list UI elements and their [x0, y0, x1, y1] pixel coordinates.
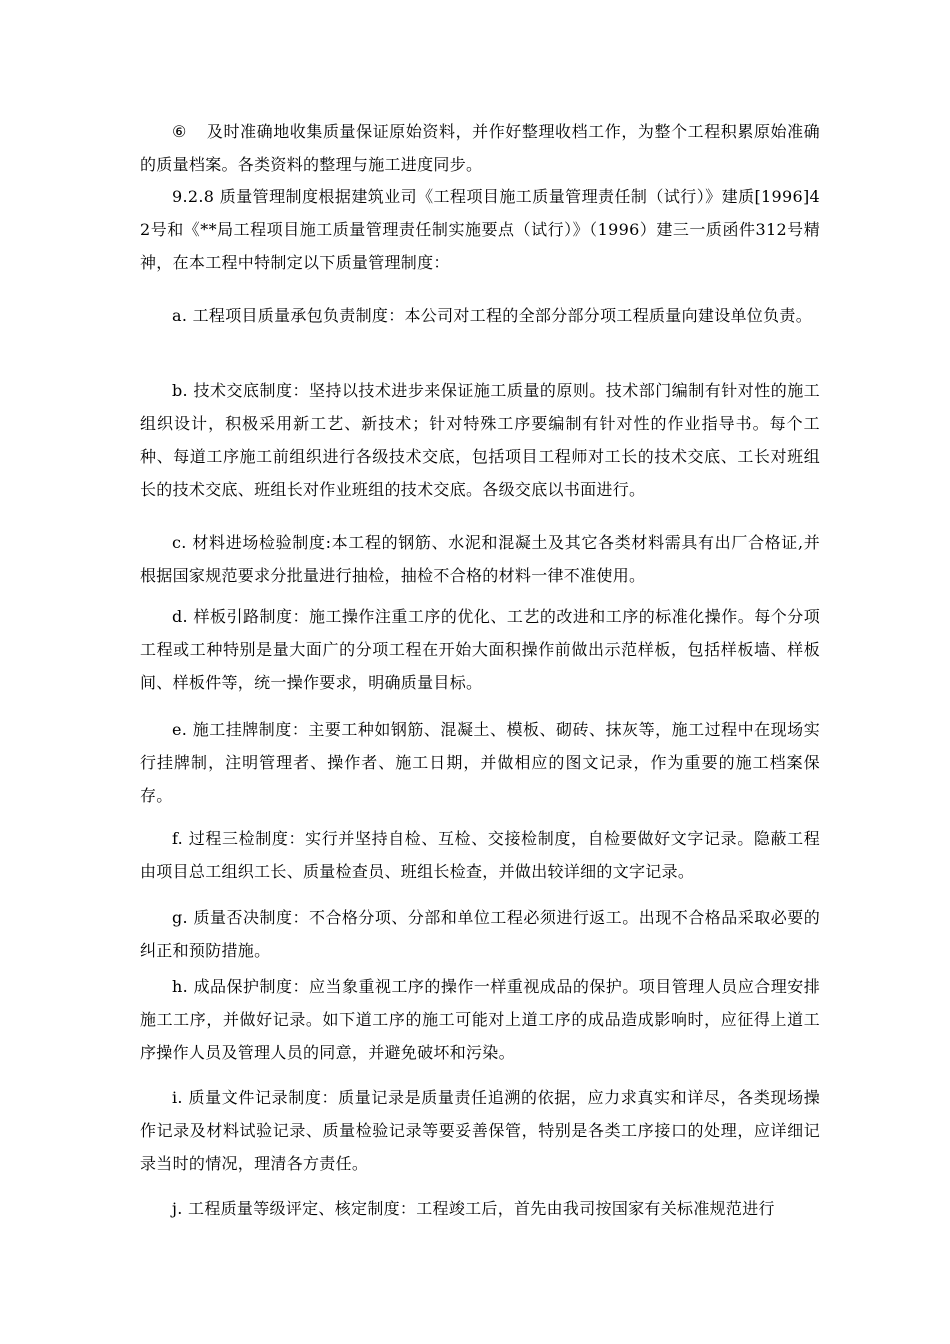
paragraph-text: 及时准确地收集质量保证原始资料，并作好整理收档工作，为整个工程积累原始准确的质量档案。各类资料的整理与施工进度同步。 [140, 122, 820, 174]
paragraph-d: d. 样板引路制度：施工操作注重工序的优化、工艺的改进和工序的标准化操作。每个分项工程或工种特别是量大面广的分项工程在开始大面积操作前做出示范样板，包括样板墙、样板间、样板件等，统一操作要求，明确质量目标。 [140, 607, 820, 692]
paragraph-g: g. 质量否决制度：不合格分项、分部和单位工程必须进行返工。出现不合格品采取必要的纠正和预防措施。 [140, 908, 820, 960]
paragraph-b: b. 技术交底制度：坚持以技术进步来保证施工质量的原则。技术部门编制有针对性的施工组织设计，积极采用新工艺、新技术；针对特殊工序要编制有针对性的作业指导书。每个工种、每道工序施工前组织进行各级技术交底，包括项目工程师对工长的技术交底、工长对班组长的技术交底、班组长对作业班组的技术交底。各级交底以书面进行。 [140, 381, 820, 499]
paragraph-j: j. 工程质量等级评定、核定制度：工程竣工后，首先由我司按国家有关标准规范进行 [172, 1199, 775, 1218]
paragraph-h: h. 成品保护制度：应当象重视工序的操作一样重视成品的保护。项目管理人员应合理安排施工工序，并做好记录。如下道工序的施工可能对上道工序的成品造成影响时，应征得上道工序操作人员及管理人员的同意，并避免破坏和污染。 [140, 977, 820, 1062]
paragraph-c: c. 材料进场检验制度:本工程的钢筋、水泥和混凝土及其它各类材料需具有出厂合格证,并根据国家规范要求分批量进行抽检，抽检不合格的材料一律不准使用。 [140, 533, 820, 585]
paragraph-9-2-8: 9.2.8 质量管理制度根据建筑业司《工程项目施工质量管理责任制（试行）》建质[1996]42号和《**局工程项目施工质量管理责任制实施要点（试行）》（1996）建三一质函件312号精神，在本工程中特制定以下质量管理制度： [140, 187, 820, 272]
paragraph-a: a. 工程项目质量承包负责制度：本公司对工程的全部分部分项工程质量向建设单位负责。 [172, 306, 813, 325]
paragraph-f: f. 过程三检制度：实行并坚持自检、互检、交接检制度，自检要做好文字记录。隐蔽工程由项目总工组织工长、质量检查员、班组长检查，并做出较详细的文字记录。 [140, 829, 820, 881]
paragraph-i: i. 质量文件记录制度：质量记录是质量责任追溯的依据，应力求真实和详尽，各类现场操作记录及材料试验记录、质量检验记录等要妥善保管，特别是各类工序接口的处理，应详细记录当时的情况，理清各方责任。 [140, 1088, 820, 1173]
paragraph-item-6 [140, 115, 820, 181]
circled-number-marker: ⑥ [172, 122, 187, 141]
paragraph-e: e. 施工挂牌制度：主要工种如钢筋、混凝土、模板、砌砖、抹灰等，施工过程中在现场实行挂牌制，注明管理者、操作者、施工日期，并做相应的图文记录，作为重要的施工档案保存。 [140, 720, 820, 805]
